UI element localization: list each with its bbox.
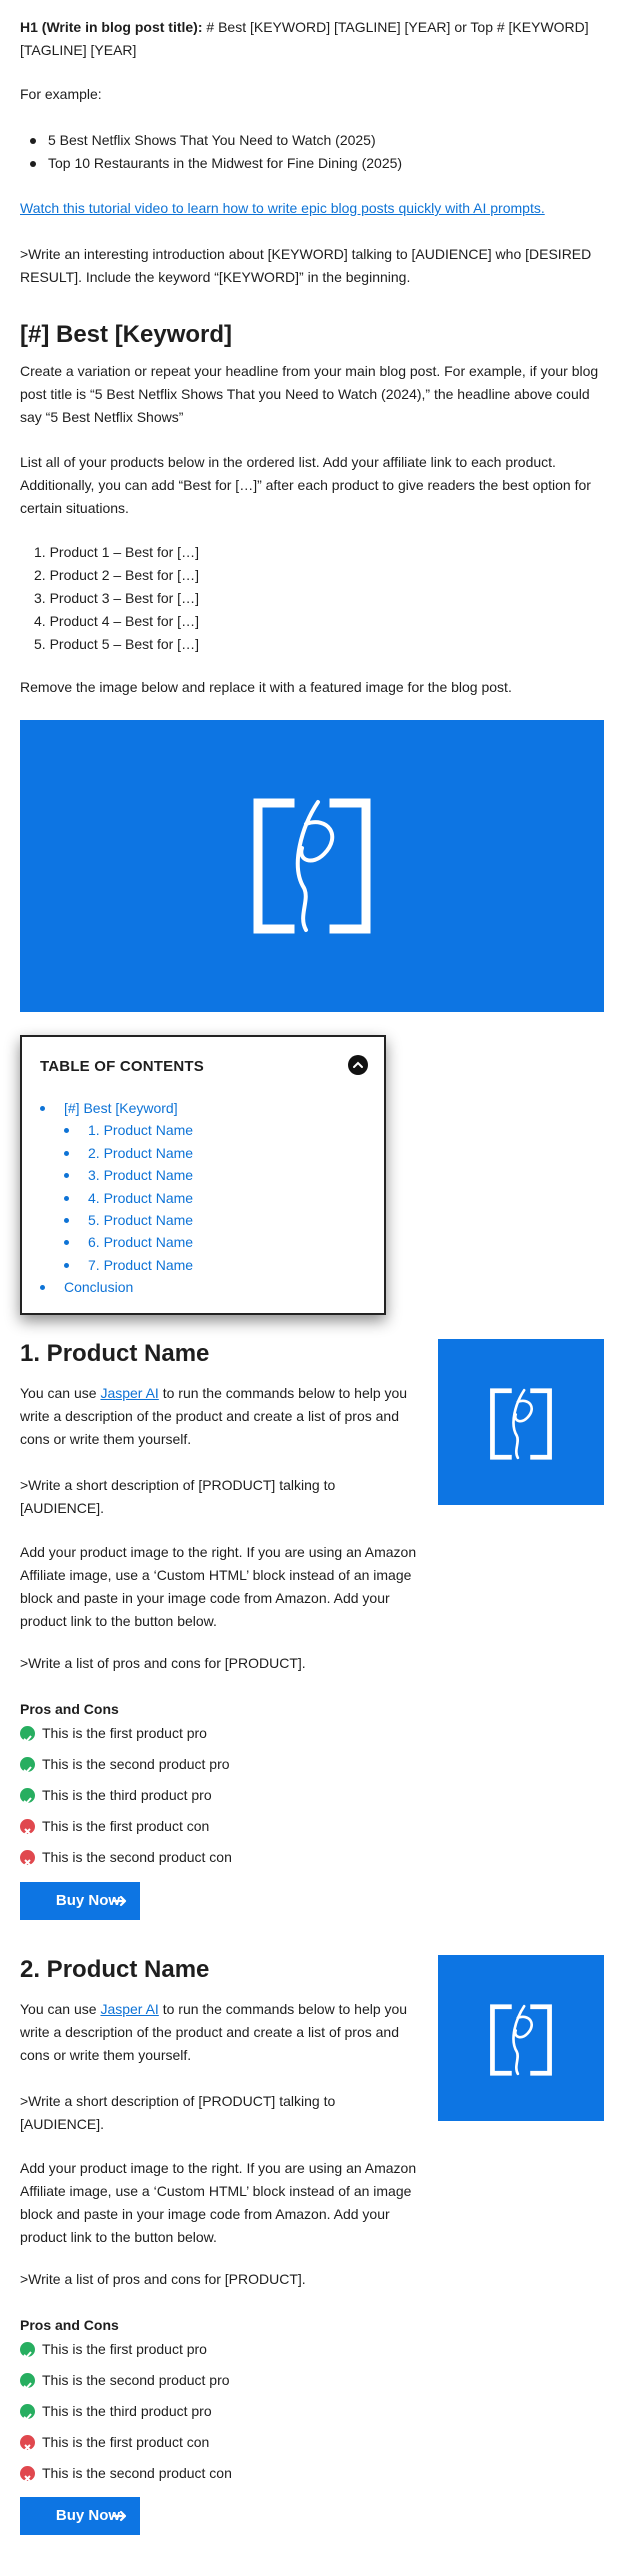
jasper-ai-link[interactable]: Jasper AI bbox=[100, 1385, 159, 1401]
x-circle-icon bbox=[20, 1819, 35, 1834]
example-list bbox=[20, 129, 604, 175]
product-intro bbox=[20, 1998, 420, 2067]
ordered-product-item: 5. Product 5 – Best for […] bbox=[34, 636, 199, 652]
h1-instruction-text: # Best [KEYWORD] [TAGLINE] [YEAR] or Top # [KEYWORD] [TAGLINE] [YEAR] bbox=[20, 19, 589, 58]
product-intro bbox=[20, 1382, 420, 1451]
pros-cons-title: Pros and Cons bbox=[20, 2317, 119, 2333]
intro-text-pre: You can use bbox=[20, 2001, 101, 2017]
con-item: This is the second product con bbox=[20, 1842, 420, 1873]
example-item: Top 10 Restaurants in the Midwest for Fine Dining (2025) bbox=[20, 152, 604, 175]
product-heading: 2. Product Name bbox=[20, 1956, 210, 1983]
toc-item[interactable]: [#] Best [Keyword] bbox=[40, 1097, 193, 1119]
check-circle-icon bbox=[20, 2342, 35, 2357]
headline-note: Create a variation or repeat your headline from your main blog post. For example, if your blog post title is “5 Best Netflix Shows That you Need to Watch (2024),” the headline above could say “5 Best Netflix Shows” bbox=[20, 363, 599, 425]
toc-item[interactable]: 5. Product Name bbox=[40, 1209, 193, 1231]
con-item: This is the first product con bbox=[20, 1811, 420, 1842]
arrow-right-icon bbox=[112, 2508, 128, 2524]
buy-now-button[interactable]: Buy Now bbox=[20, 2497, 140, 2535]
product-image-note: Add your product image to the right. If you are using an Amazon Affiliate image, use a ‘Custom HTML’ block instead of an image block and paste in your image code from Amazon. Add your product link to the button below. bbox=[20, 1544, 417, 1629]
toc-item[interactable]: 6. Product Name bbox=[40, 1231, 193, 1253]
check-circle-icon bbox=[20, 1788, 35, 1803]
tutorial-link[interactable]: Watch this tutorial video to learn how to write epic blog posts quickly with AI prompts. bbox=[20, 200, 545, 216]
check-circle-icon bbox=[20, 2404, 35, 2419]
pros-cons-list bbox=[20, 1718, 420, 1873]
product-image-note: Add your product image to the right. If you are using an Amazon Affiliate image, use a ‘Custom HTML’ block instead of an image block and paste in your image code from Amazon. Add your product link to the button below. bbox=[20, 2160, 417, 2245]
intro-text-post: to run the commands below to help you write a description of the product and create a list of pros and cons or write them yourself. bbox=[20, 1385, 408, 1447]
pro-item: This is the second product pro bbox=[20, 1749, 420, 1780]
toc-item[interactable]: 4. Product Name bbox=[40, 1187, 193, 1209]
x-circle-icon bbox=[20, 2435, 35, 2450]
pros-cons-title: Pros and Cons bbox=[20, 1701, 119, 1717]
jasper-ai-link[interactable]: Jasper AI bbox=[100, 2001, 159, 2017]
toc-list bbox=[40, 1097, 193, 1299]
image-note: Remove the image below and replace it with a featured image for the blog post. bbox=[20, 679, 512, 695]
x-circle-icon bbox=[20, 1850, 35, 1865]
pros-cons-prompt: >Write a list of pros and cons for [PRODUCT]. bbox=[20, 1655, 306, 1671]
chevron-up-icon[interactable] bbox=[348, 1055, 368, 1075]
for-example-text: For example: bbox=[20, 86, 102, 102]
h1-instruction-label: H1 (Write in blog post title): bbox=[20, 19, 203, 35]
toc-item[interactable]: 7. Product Name bbox=[40, 1254, 193, 1276]
description-prompt: >Write a short description of [PRODUCT] talking to [AUDIENCE]. bbox=[20, 2093, 336, 2132]
pro-item: This is the first product pro bbox=[20, 1718, 420, 1749]
products-note: List all of your products below in the ordered list. Add your affiliate link to each product. Additionally, you can add “Best for […]” after each product to give readers the best option for certain situations. bbox=[20, 454, 591, 516]
toc-title: TABLE OF CONTENTS bbox=[40, 1058, 204, 1075]
product-image bbox=[438, 1955, 604, 2121]
pro-item: This is the first product pro bbox=[20, 2334, 420, 2365]
check-circle-icon bbox=[20, 1757, 35, 1772]
product-heading: 1. Product Name bbox=[20, 1340, 210, 1367]
intro-text-post: to run the commands below to help you write a description of the product and create a list of pros and cons or write them yourself. bbox=[20, 2001, 408, 2063]
h1-instruction bbox=[20, 16, 604, 62]
section-heading: [#] Best [Keyword] bbox=[20, 321, 233, 348]
buy-now-button[interactable]: Buy Now bbox=[20, 1882, 140, 1920]
product-image bbox=[438, 1339, 604, 1505]
con-item: This is the first product con bbox=[20, 2427, 420, 2458]
arrow-right-icon bbox=[112, 1893, 128, 1909]
toc-item[interactable]: 3. Product Name bbox=[40, 1164, 193, 1186]
pro-item: This is the third product pro bbox=[20, 2396, 420, 2427]
bracket-script-logo bbox=[488, 2003, 554, 2077]
ordered-product-item: 1. Product 1 – Best for […] bbox=[34, 544, 199, 560]
pros-cons-list bbox=[20, 2334, 420, 2489]
check-circle-icon bbox=[20, 2373, 35, 2388]
bracket-script-logo bbox=[250, 796, 374, 936]
pros-cons-prompt: >Write a list of pros and cons for [PRODUCT]. bbox=[20, 2271, 306, 2287]
ordered-products-list bbox=[20, 541, 604, 656]
intro-prompt: >Write an interesting introduction about [KEYWORD] talking to [AUDIENCE] who [DESIRED RESULT]. Include the keyword “[KEYWORD]” in the beginning. bbox=[20, 246, 592, 285]
pro-item: This is the third product pro bbox=[20, 1780, 420, 1811]
check-circle-icon bbox=[20, 1726, 35, 1741]
ordered-product-item: 4. Product 4 – Best for […] bbox=[34, 613, 199, 629]
ordered-product-item: 3. Product 3 – Best for […] bbox=[34, 590, 199, 606]
pro-item: This is the second product pro bbox=[20, 2365, 420, 2396]
description-prompt: >Write a short description of [PRODUCT] talking to [AUDIENCE]. bbox=[20, 1477, 336, 1516]
toc-item[interactable]: Conclusion bbox=[40, 1276, 193, 1298]
table-of-contents bbox=[20, 1035, 386, 1315]
example-item: 5 Best Netflix Shows That You Need to Watch (2025) bbox=[20, 129, 604, 152]
toc-item[interactable]: 1. Product Name bbox=[40, 1119, 193, 1141]
toc-item[interactable]: 2. Product Name bbox=[40, 1142, 193, 1164]
con-item: This is the second product con bbox=[20, 2458, 420, 2489]
bracket-script-logo bbox=[488, 1387, 554, 1461]
featured-image bbox=[20, 720, 604, 1012]
ordered-product-item: 2. Product 2 – Best for […] bbox=[34, 567, 199, 583]
intro-text-pre: You can use bbox=[20, 1385, 101, 1401]
x-circle-icon bbox=[20, 2466, 35, 2481]
